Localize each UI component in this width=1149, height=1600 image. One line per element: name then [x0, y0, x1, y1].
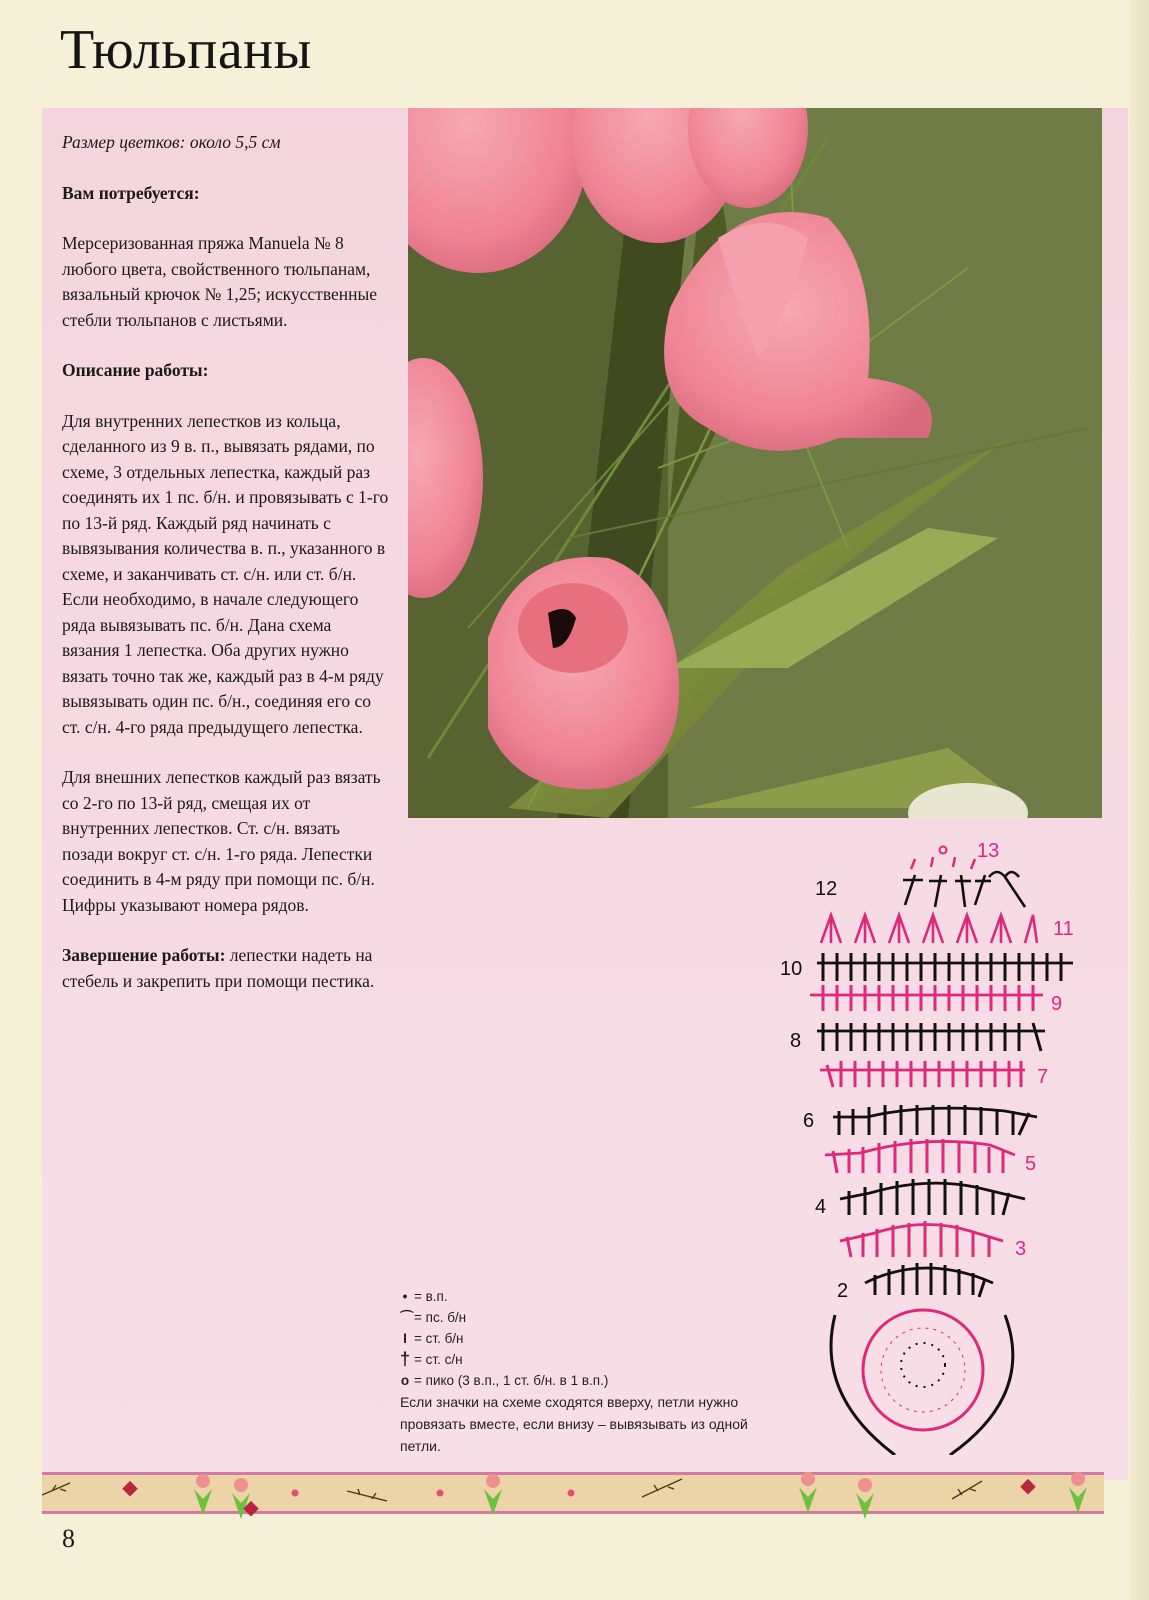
row-label-8: 8 [790, 1030, 802, 1052]
tulip-icon [799, 1472, 817, 1513]
row-label-13: 13 [977, 840, 1000, 862]
twig-icon [42, 1479, 982, 1501]
decorative-border [42, 1472, 1104, 1514]
legend-label: = в.п. [414, 1289, 448, 1304]
tulip-icon [1069, 1472, 1087, 1513]
flower-size-note: Размер цветков: около 5,5 см [62, 132, 281, 152]
diamond-icon [122, 1481, 138, 1497]
legend-item [400, 1286, 760, 1307]
row-label-2: 2 [837, 1280, 849, 1302]
legend-item [400, 1307, 760, 1328]
legend-label: = ст. с/н [414, 1352, 463, 1367]
page-title: Тюльпаны [60, 19, 312, 81]
row-label-11: 11 [1053, 918, 1074, 940]
dot-icon: • [402, 1289, 408, 1304]
dagger-icon: † [400, 1349, 411, 1369]
dot-ornament-icon [292, 1490, 299, 1497]
row-label-7: 7 [1037, 1066, 1049, 1088]
materials-text: Мерсеризованная пряжа Manuela № 8 любого цвета, свойственного тюльпанам, вязальный крючок № 1,25; искусственные стебли тюльпанов с листьями. [62, 233, 378, 330]
petal-stitch-diagram [775, 835, 1105, 1455]
legend-item [400, 1349, 760, 1370]
dot-ornament-icon [437, 1490, 444, 1497]
tulips-photo [408, 108, 1102, 818]
picot-icon: o [400, 1373, 410, 1388]
page-number: 8 [62, 1524, 75, 1553]
tulip-icon [484, 1474, 502, 1515]
row-label-9: 9 [1051, 993, 1063, 1015]
instructions-column [62, 130, 392, 1019]
finishing-heading: Завершение работы: [62, 945, 226, 965]
legend-item [400, 1370, 760, 1391]
bar-icon: I [403, 1331, 407, 1346]
row-label-6: 6 [803, 1110, 815, 1132]
inner-petals-text: Для внутренних лепестков из кольца, сделанного из 9 в. п., вывязать рядами, по схеме, 3 отдельных лепестка, каждый раз соединять их 1 пс. б/н. и провязывать с 1-го по 13-й ряд. Каждый ряд начинать с вывязывания количества в. п., указанного в схеме, и заканчивать ст. с/н. или ст. б/н. Если необходимо, в начале следующего ряда вывязывать пс. б/н. Дана схема вязания 1 лепестка. Оба других нужно вязать точно так же, каждый раз в 4-м ряду вывязывать один пс. б/н., соединяя его со ст. с/н. 4-го ряда предыдущего лепестка. [62, 410, 389, 737]
description-heading: Описание работы: [62, 360, 209, 380]
legend-item [400, 1328, 760, 1349]
page-edge [1129, 0, 1149, 1600]
tulip-border-pattern [42, 1457, 1104, 1517]
tulip-icon [856, 1478, 874, 1519]
outer-petals-text: Для внешних лепестков каждый раз вязать со 2-го по 13-й ряд, смещая их от внутренних лепестков. Ст. с/н. вязать позади вокруг ст. с/н. 1-го ряда. Лепестки соединить в 4-м ряду при помощи пс. б/н. Цифры указывают номера рядов. [62, 767, 381, 915]
row-label-4: 4 [815, 1196, 827, 1218]
legend-note: Если значки на схеме сходятся вверху, петли нужно провязать вместе, если внизу – вывязывать из одной петли. [400, 1394, 748, 1454]
row-label-3: 3 [1015, 1238, 1027, 1260]
finishing-text: лепестки надеть на стебель и закрепить при помощи пестика. [62, 945, 375, 991]
finishing-paragraph [62, 943, 392, 994]
row-label-12: 12 [815, 878, 838, 900]
legend-label: = пс. б/н [414, 1310, 467, 1325]
row-label-5: 5 [1025, 1153, 1037, 1175]
diamond-icon [1020, 1479, 1036, 1495]
materials-heading: Вам потребуется: [62, 182, 200, 203]
symbol-legend [400, 1286, 760, 1457]
crochet-chart [775, 835, 1105, 1455]
tulip-icon [194, 1474, 212, 1515]
legend-label: = пико (3 в.п., 1 ст. б/н. в 1 в.п.) [414, 1373, 609, 1388]
arc-icon: ⌒ [400, 1310, 414, 1325]
dot-ornament-icon [568, 1490, 575, 1497]
tulip-icon [232, 1478, 250, 1519]
tulips-illustration [408, 108, 1102, 818]
legend-label: = ст. б/н [414, 1331, 464, 1346]
row-label-10: 10 [780, 958, 803, 980]
